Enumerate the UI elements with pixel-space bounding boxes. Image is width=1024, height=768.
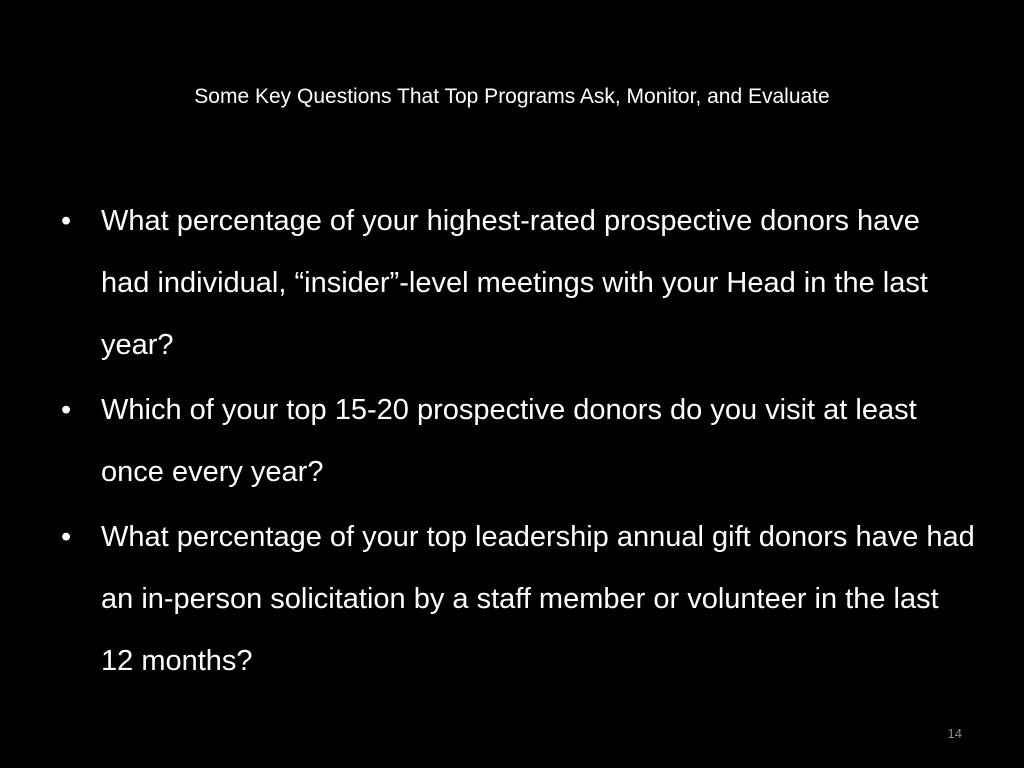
bullet-text: What percentage of your highest-rated prospective donors have had individual, “insider”-level meetings with your Head in the last year? — [101, 205, 928, 361]
slide-title: Some Key Questions That Top Programs Ask, Monitor, and Evaluate — [194, 85, 830, 108]
bullet-item-3 — [56, 506, 976, 692]
bullet-item-2 — [56, 379, 976, 503]
bullet-icon: • — [61, 205, 72, 237]
bullet-icon: • — [61, 521, 72, 553]
bullet-icon: • — [61, 394, 72, 426]
slide-number: 14 — [947, 726, 962, 741]
bullet-item-1 — [56, 190, 976, 376]
bullet-text: What percentage of your top leadership annual gift donors have had an in-person solicitation by a staff member or volunteer in the last 12 months? — [101, 521, 975, 677]
bullet-list — [56, 190, 976, 695]
bullet-text: Which of your top 15-20 prospective donors do you visit at least once every year? — [101, 394, 917, 488]
